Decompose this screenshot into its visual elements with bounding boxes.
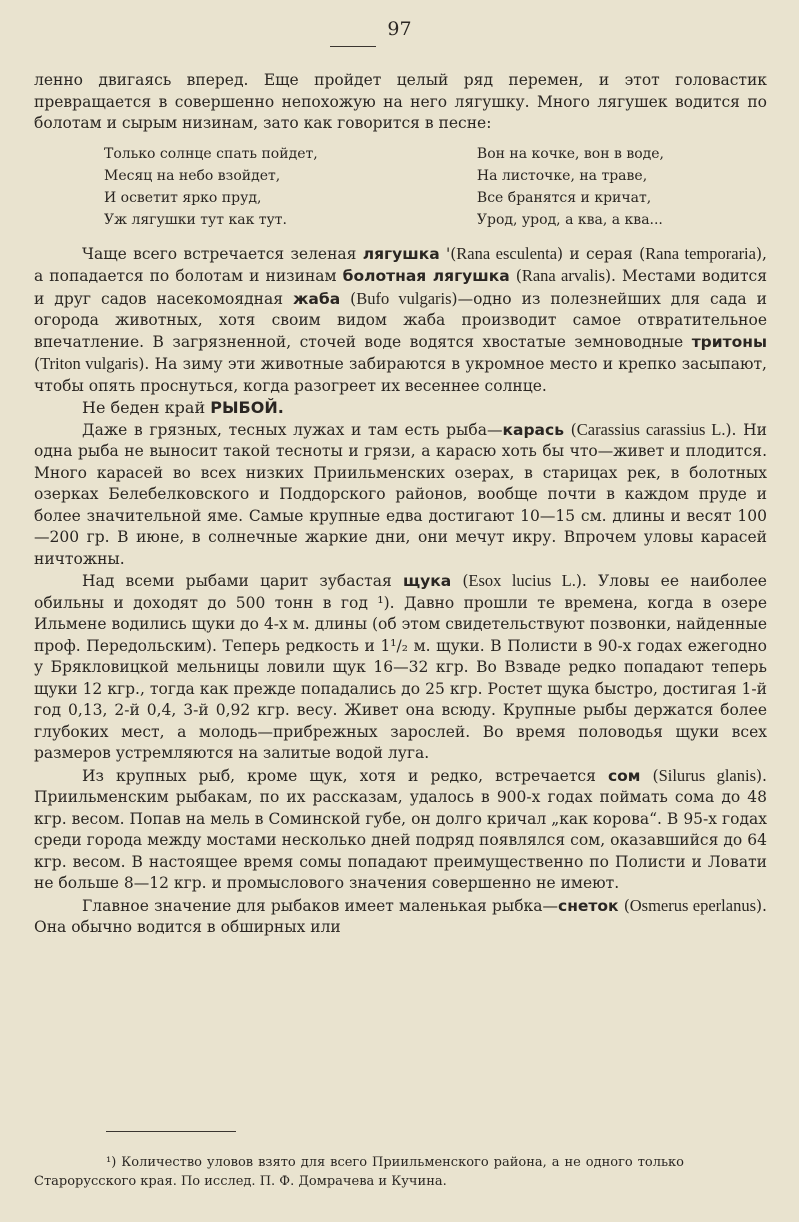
poem-line: И осветит ярко пруд, — [104, 189, 262, 206]
latin-name: Esox lucius L. — [468, 571, 576, 590]
term-newts: тритоны — [691, 332, 767, 351]
latin-name: Bufo vulgaris — [356, 288, 452, 308]
frogs-paragraph: Чаще всего встречается зеленая лягушка '(Rana esculenta) и серая (Rana temporaria), а попадается по болотам и низинам болотная лягушка (Rana arvalis). Местами водится и друг садов насекомоядная жаба (Bufo vulgaris)—одно из полезнейших для сада и огорода животных, хотя своим видом жаба производит самое отвратительное впечатление. В загрязненной, сточей воде водятся хвостатые земноводные тритоны (Triton vulgaris). На зиму эти животные забираются в укромное место и крепко засыпают, чтобы опять проснуться, когда разогреет их весеннее солнце. — [34, 243, 768, 395]
crucian-paragraph: Даже в грязных, тесных лужах и там есть рыба—карась (Carassius carassius L.). Ни одна рыба не выносит такой тесноты и грязи, а карасю хоть бы что—живет и плодится. Много карасей во всех низких Приильменских озерах, в старицах рек, в болотных озерках Белебелковского и Поддорского районов, вообще почти в каждом пруде и более значительной яме. Самые крупные едва достигают 10—15 см. длины и весят 100—200 гр. В июне, в солнечные жаркие дни, они мечут икру. Впрочем уловы карасей ничтожны. — [34, 419, 767, 568]
latin-name: Triton vulgaris — [40, 354, 139, 373]
poem-line: Все бранятся и кричат, — [476, 189, 652, 206]
pike-paragraph: Над всеми рыбами царит зубастая щука (Esox lucius L.). Уловы ее наиболее обильны и доходят до 500 тонн в год ¹). Давно прошли те времена, когда в озере Ильмене водились щуки до 4-х м. длины (об этом свидетельствуют позвонки, найденные проф. Передольским). Теперь редкость и 1¹/₂ м. щуки. В Полисти в 90-х годах ежегодно у Брякловицкой мельницы ловили щук 16—32 кгр. Во Взваде редко попадают теперь щуки 12 кгр., тогда как прежде попадались до 25 кгр. Ростет щука быстро, достигая 1-й год 0,13, 2-й 0,4, 3-й 0,92 кгр. весу. Живет она всюду. Крупные рыбы держатся более глубоких мест, а молодь—прибрежных зарослей. Во время половодья щуки всех размеров устремляются на залитые водой луга. — [34, 571, 767, 762]
footnote: ¹) Количество уловов взято для всего Приильменского района, а не одного только Старорусского края. По исслед. П. Ф. Домрачева и Кучина. — [34, 1155, 684, 1189]
term-crucian: карась — [502, 420, 564, 439]
term-catfish: сом — [607, 766, 641, 785]
catfish-paragraph: Из крупных рыб, кроме щук, хотя и редко, встречается сом (Silurus glanis). Приильменским рыбакам, по их рассказам, удалось в 900-х годах поймать сома до 48 кгр. весом. Попав на мель в Соминской губе, он долго кричал „как корова“. В 95-х годах среди города между мостами несколько дней подряд появлялся сом, оказавшийся до 64 кгр. весом. В настоящее время сомы попадают преимущественно по Полисти и Ловати не больше 8—12 кгр. и промыслового значения совершенно не имеют. — [34, 765, 767, 892]
poem-line: Вон на кочке, вон в воде, — [476, 145, 664, 162]
latin-name: Rana esculenta — [456, 243, 558, 263]
term-pike: щука — [402, 572, 452, 590]
footnote-rule — [106, 1131, 236, 1132]
poem-line: Только солнце спать пойдет, — [104, 145, 318, 162]
page-number-rule — [330, 46, 376, 47]
term-smelt: снеток — [558, 896, 619, 915]
section-heading: Не беден край РЫБОЙ. — [82, 398, 284, 417]
term-frog: лягушка — [362, 244, 440, 263]
poem-right-column — [477, 143, 664, 231]
page-number: 97 — [387, 18, 412, 40]
poem-line: На листочке, на траве, — [476, 167, 648, 184]
latin-name: Rana arvalis — [521, 266, 605, 285]
body-text — [34, 70, 767, 939]
poem-line: Уж лягушки тут как тут. — [104, 211, 287, 228]
poem-left-column — [104, 143, 318, 231]
intro-paragraph: ленно двигаясь вперед. Еще пройдет целый ряд перемен, и этот головастик превращается в совершенно непохожую на него лягушку. Много лягушек водится по болотам и сырым низинам, зато как говорится в песне: — [34, 71, 767, 132]
term-fish: РЫБОЙ. — [210, 398, 284, 417]
term-toad: жаба — [293, 289, 341, 308]
smelt-paragraph: Главное значение для рыбаков имеет маленькая рыбка—снеток (Osmerus eperlanus). Она обычно водится в обширных или — [34, 895, 767, 936]
latin-name: Rana temporaria — [645, 243, 756, 263]
latin-name: Silurus glanis — [658, 765, 756, 785]
poem — [104, 143, 664, 231]
term-marsh-frog: болотная лягушка — [342, 267, 510, 285]
latin-name: Osmerus eperlanus — [629, 895, 756, 915]
poem-line: Месяц на небо взойдет, — [104, 167, 281, 184]
latin-name: Carassius carassius L. — [576, 419, 726, 439]
poem-line: Урод, урод, а ква, а ква... — [476, 211, 663, 228]
